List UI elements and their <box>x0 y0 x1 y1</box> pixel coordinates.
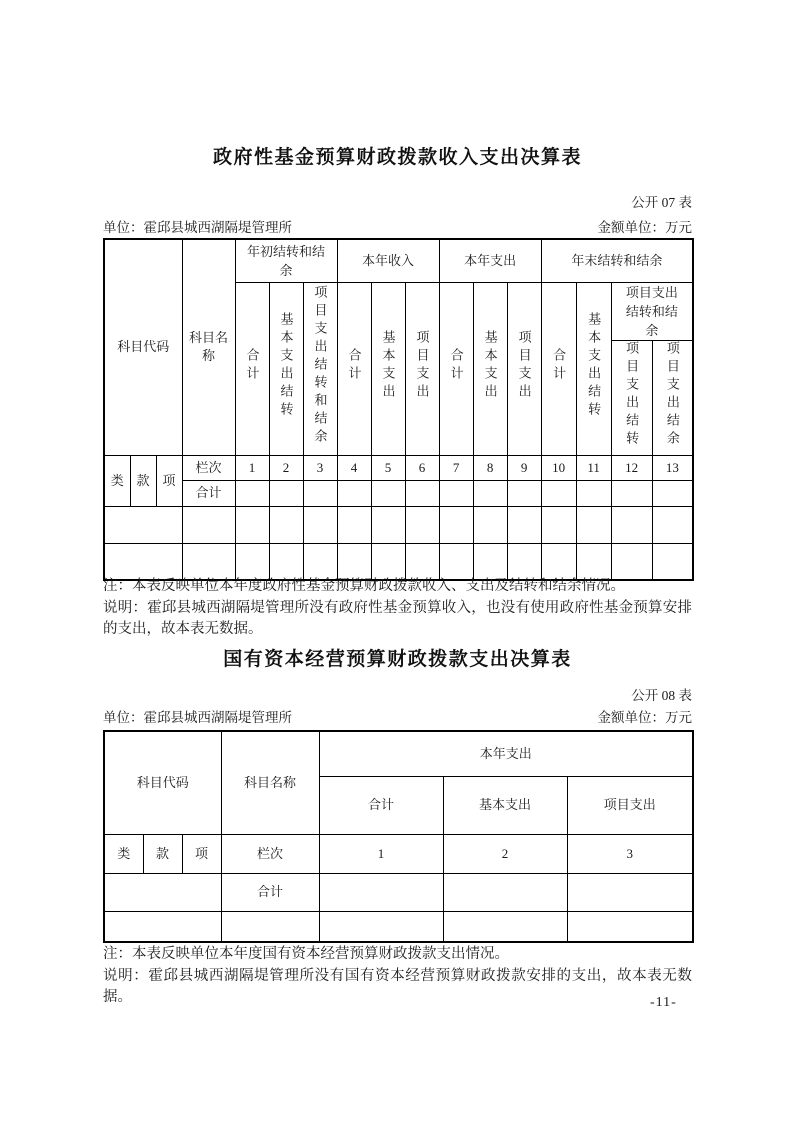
col-number: 9 <box>507 455 541 480</box>
total-row-label: 合计 <box>182 480 235 506</box>
subject-code-header: 科目代码 <box>104 731 221 834</box>
table-cell <box>319 873 443 911</box>
group-year-income: 本年收入 <box>337 239 439 282</box>
table-cell <box>337 506 371 543</box>
table1-amount-unit: 金额单位：万元 <box>597 220 692 235</box>
col-header-end-basic: 基本支出结转 <box>576 282 611 455</box>
table-cell <box>541 480 576 506</box>
col-number: 3 <box>303 455 337 480</box>
table1-column-index-row <box>104 455 693 480</box>
group-begin-balance: 年初结转和结余 <box>235 239 337 282</box>
table-cell <box>473 506 507 543</box>
table-cell <box>337 480 371 506</box>
col-number: 1 <box>235 455 269 480</box>
table-cell <box>439 543 473 580</box>
table2-notes <box>103 944 692 1009</box>
table-cell <box>269 506 303 543</box>
table-cell <box>235 543 269 580</box>
table1-explain: 说明：霍邱县城西湖隔堤管理所没有政府性基金预算收入，也没有使用政府性基金预算安排的支出，故本表无数据。 <box>103 599 692 637</box>
table2-column-index-row <box>104 834 693 873</box>
group-end-balance: 年末结转和结余 <box>541 239 693 282</box>
table2-unit-row <box>103 706 692 726</box>
col-number: 12 <box>611 455 652 480</box>
table2-unit: 单位：霍邱县城西湖隔堤管理所 <box>103 710 292 725</box>
code-col-class: 类 <box>104 455 130 506</box>
table2-note: 注：本表反映单位本年度国有资本经营预算财政拨款支出情况。 <box>103 946 509 962</box>
table-cell <box>567 911 693 942</box>
total-row-label: 合计 <box>221 873 319 911</box>
table-cell <box>567 873 693 911</box>
table-cell <box>611 543 652 580</box>
subject-code-header: 科目代码 <box>104 239 182 455</box>
col-number: 3 <box>567 834 693 873</box>
subgroup-end-project: 项目支出结转和结余 <box>611 282 693 340</box>
table-cell <box>443 911 567 942</box>
table-cell <box>405 543 439 580</box>
code-col-class: 类 <box>104 834 143 873</box>
col-number: 7 <box>439 455 473 480</box>
page-number: -11- <box>650 995 677 1010</box>
table-cell <box>405 480 439 506</box>
subject-name-header: 科目名称 <box>182 239 235 455</box>
table1-notes <box>103 576 692 641</box>
table-cell <box>439 480 473 506</box>
table-cell <box>576 480 611 506</box>
code-col-clause: 款 <box>143 834 182 873</box>
table-cell <box>652 543 693 580</box>
table-cell <box>104 873 221 911</box>
table-cell <box>235 506 269 543</box>
table-cell <box>541 543 576 580</box>
table2-title: 国有资本经营预算财政拨款支出决算表 <box>223 649 572 670</box>
table-cell <box>473 480 507 506</box>
col-header-income-basic: 基本支出 <box>371 282 405 455</box>
table1 <box>103 238 694 581</box>
table1-unit-row <box>103 216 692 236</box>
table-cell <box>443 873 567 911</box>
col-number: 8 <box>473 455 507 480</box>
table1-header-groups-row <box>104 239 693 282</box>
table-cell <box>319 911 443 942</box>
table2-total-row <box>104 873 693 911</box>
table-cell <box>371 543 405 580</box>
table-cell <box>611 506 652 543</box>
col-number: 11 <box>576 455 611 480</box>
table-cell <box>507 506 541 543</box>
table-cell <box>303 543 337 580</box>
table1-note: 注：本表反映单位本年度政府性基金预算财政拨款收入、支出及结转和结余情况。 <box>103 578 625 594</box>
col-header-expense-basic: 基本支出 <box>473 282 507 455</box>
table-cell <box>652 480 693 506</box>
table-cell <box>652 506 693 543</box>
table2-header-groups-row <box>104 731 693 776</box>
table1-empty-row <box>104 506 693 543</box>
table-cell <box>303 506 337 543</box>
table-cell <box>221 911 319 942</box>
table-cell <box>507 543 541 580</box>
table2-amount-unit: 金额单位：万元 <box>597 710 692 725</box>
lanci-label: 栏次 <box>221 834 319 873</box>
col-number: 1 <box>319 834 443 873</box>
table2-doc-label: 公开 08 表 <box>631 688 692 703</box>
col-number: 10 <box>541 455 576 480</box>
table1-doc-label: 公开 07 表 <box>631 195 692 210</box>
col-header-project: 项目支出 <box>567 776 693 834</box>
col-header-end-total: 合计 <box>541 282 576 455</box>
table1-title: 政府性基金预算财政拨款收入支出决算表 <box>212 147 582 168</box>
col-number: 2 <box>443 834 567 873</box>
col-header-end-project-carry: 项目支出结转 <box>611 340 652 455</box>
table-cell <box>439 506 473 543</box>
code-col-item: 项 <box>182 834 221 873</box>
table-cell <box>182 543 235 580</box>
col-header-expense-total: 合计 <box>439 282 473 455</box>
table-cell <box>473 543 507 580</box>
table-cell <box>269 543 303 580</box>
col-header-begin-basic: 基本支出结转 <box>269 282 303 455</box>
col-number: 4 <box>337 455 371 480</box>
table1-total-row <box>104 480 693 506</box>
table-cell <box>371 506 405 543</box>
table-cell <box>405 506 439 543</box>
table-cell <box>611 480 652 506</box>
table-cell <box>104 506 182 543</box>
table2-explain: 说明：霍邱县城西湖隔堤管理所没有国有资本经营预算财政拨款安排的支出，故本表无数据。 <box>103 967 692 1005</box>
group-year-expense: 本年支出 <box>439 239 541 282</box>
col-number: 5 <box>371 455 405 480</box>
col-number: 2 <box>269 455 303 480</box>
col-header-begin-project: 项目支出结转和结余 <box>303 282 337 455</box>
col-header-expense-project: 项目支出 <box>507 282 541 455</box>
table-cell <box>235 480 269 506</box>
table-cell <box>541 506 576 543</box>
table-cell <box>337 543 371 580</box>
table2-empty-row <box>104 911 693 942</box>
col-number: 6 <box>405 455 439 480</box>
col-header-income-total: 合计 <box>337 282 371 455</box>
col-header-end-project-balance: 项目支出结余 <box>652 340 693 455</box>
table-cell <box>371 480 405 506</box>
table1-empty-row <box>104 543 693 580</box>
table-cell <box>269 480 303 506</box>
table-cell <box>104 543 182 580</box>
table-cell <box>182 506 235 543</box>
col-number: 13 <box>652 455 693 480</box>
table-cell <box>507 480 541 506</box>
code-col-item: 项 <box>156 455 182 506</box>
subject-name-header: 科目名称 <box>221 731 319 834</box>
col-header-income-project: 项目支出 <box>405 282 439 455</box>
table-cell <box>576 506 611 543</box>
col-header-basic: 基本支出 <box>443 776 567 834</box>
table2 <box>103 730 694 943</box>
group-year-expense: 本年支出 <box>319 731 693 776</box>
code-col-clause: 款 <box>130 455 156 506</box>
col-header-total: 合计 <box>319 776 443 834</box>
table-cell <box>303 480 337 506</box>
table-cell <box>104 911 221 942</box>
lanci-label: 栏次 <box>182 455 235 480</box>
col-header-begin-total: 合计 <box>235 282 269 455</box>
table1-unit: 单位：霍邱县城西湖隔堤管理所 <box>103 220 292 235</box>
table-cell <box>576 543 611 580</box>
